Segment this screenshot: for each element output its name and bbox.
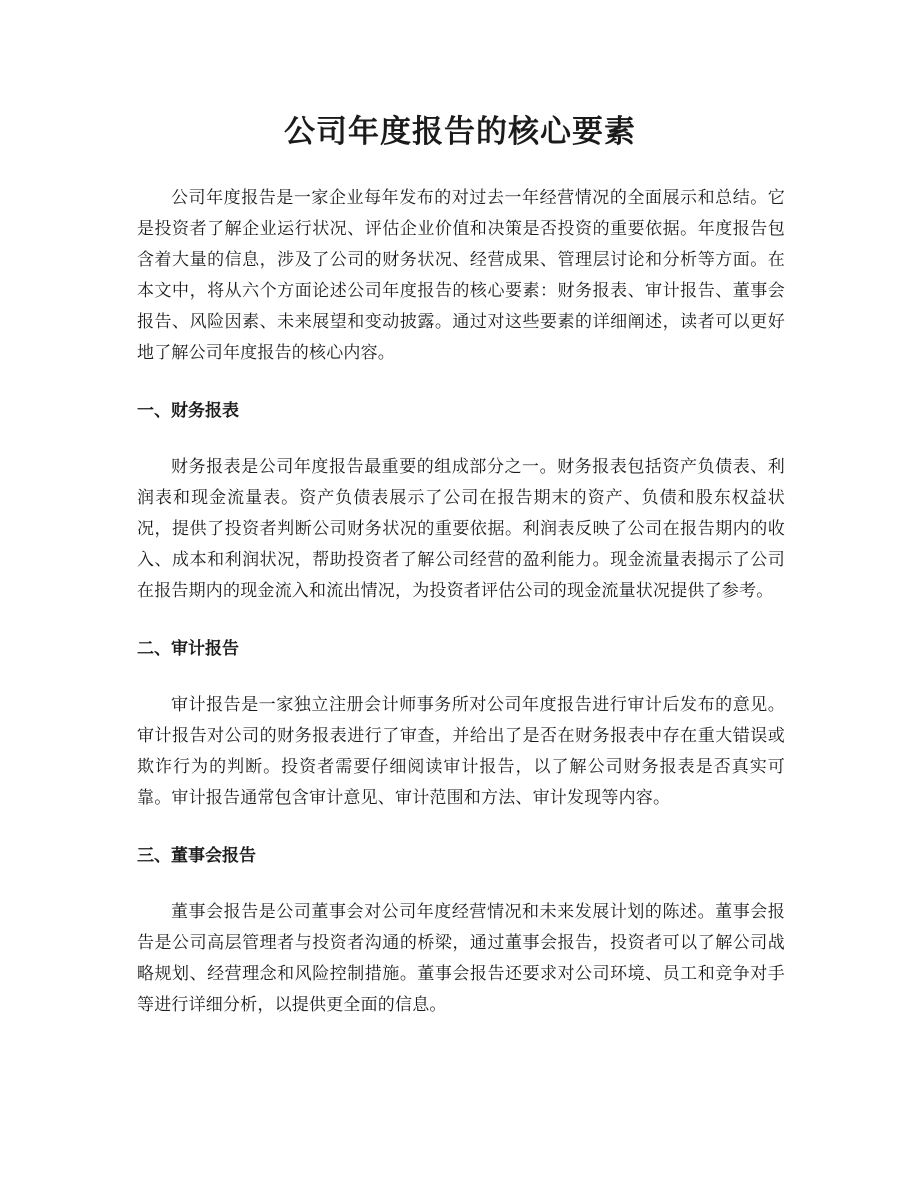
section-heading-audit-report: 二、审计报告 bbox=[137, 639, 239, 659]
section-heading-financial-statements: 一、财务报表 bbox=[137, 401, 239, 421]
section-body-audit-report: 审计报告是一家独立注册会计师事务所对公司年度报告进行审计后发布的意见。审计报告对公司的财务报表进行了审查，并给出了是否在财务报表中存在重大错误或欺诈行为的判断。投资者需要仔细阅读审计报告，以了解公司财务报表是否真实可靠。审计报告通常包含审计意见、审计范围和方法、审计发现等内容。 bbox=[137, 695, 785, 808]
section-body-financial-statements: 财务报表是公司年度报告最重要的组成部分之一。财务报表包括资产负债表、利润表和现金流量表。资产负债表展示了公司在报告期末的资产、负债和股东权益状况，提供了投资者判断公司财务状况的重要依据。利润表反映了公司在报告期内的收入、成本和利润状况，帮助投资者了解公司经营的盈利能力。现金流量表揭示了公司在报告期内的现金流入和流出情况，为投资者评估公司的现金流量状况提供了参考。 bbox=[137, 457, 785, 601]
section-heading-board-report: 三、董事会报告 bbox=[137, 846, 256, 866]
document-title: 公司年度报告的核心要素 bbox=[284, 114, 636, 150]
intro-paragraph: 公司年度报告是一家企业每年发布的对过去一年经营情况的全面展示和总结。它是投资者了解企业运行状况、评估企业价值和决策是否投资的重要依据。年度报告包含着大量的信息，涉及了公司的财务状况、经营成果、管理层讨论和分析等方面。在本文中，将从六个方面论述公司年度报告的核心要素：财务报表、审计报告、董事会报告、风险因素、未来展望和变动披露。通过对这些要素的详细阐述，读者可以更好地了解公司年度报告的核心内容。 bbox=[137, 188, 785, 363]
section-body-board-report: 董事会报告是公司董事会对公司年度经营情况和未来发展计划的陈述。董事会报告是公司高层管理者与投资者沟通的桥梁，通过董事会报告，投资者可以了解公司战略规划、经营理念和风险控制措施。董事会报告还要求对公司环境、员工和竞争对手等进行详细分析，以提供更全面的信息。 bbox=[137, 902, 785, 1015]
document-body bbox=[137, 183, 785, 1021]
